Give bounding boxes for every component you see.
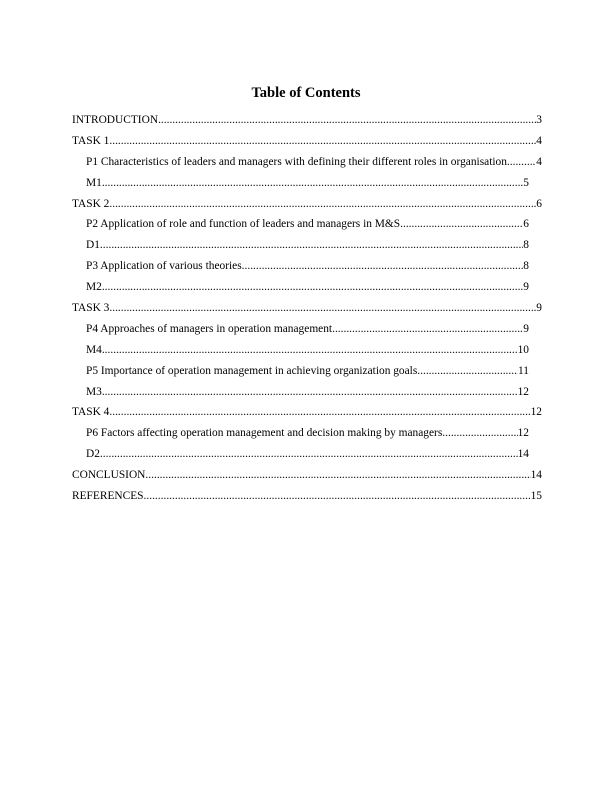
toc-entry-text: TASK 4 — [72, 406, 110, 419]
toc-entry-text: M2 — [86, 281, 102, 294]
toc-leader-dots — [109, 134, 536, 148]
toc-entry-introduction[interactable] — [72, 113, 542, 134]
toc-entry-page: 9 — [523, 281, 529, 294]
toc-entry-references[interactable] — [72, 489, 542, 510]
toc-entry-d1[interactable] — [72, 238, 529, 259]
toc-entry-text: M4 — [86, 343, 102, 356]
toc-leader-dots — [109, 301, 536, 315]
toc-leader-dots — [102, 176, 523, 190]
toc-entry-text: TASK 2 — [72, 197, 110, 210]
toc-entry-text: D1 — [86, 239, 100, 252]
toc-leader-dots — [102, 385, 518, 399]
toc-leader-dots — [158, 113, 536, 127]
toc-entry-m3[interactable] — [72, 385, 529, 406]
toc-entry-text: M1 — [86, 176, 102, 189]
toc-entry-page: 4 — [536, 134, 542, 147]
toc-entry-m4[interactable] — [72, 343, 529, 364]
toc-entry-text: TASK 1 — [72, 134, 110, 147]
toc-entry-conclusion[interactable] — [72, 468, 542, 489]
toc-entry-page: 9 — [536, 302, 542, 315]
toc-entry-page: 10 — [517, 343, 529, 356]
toc-entry-page: 12 — [530, 406, 542, 419]
toc-leader-dots — [442, 426, 517, 440]
toc-entry-text: CONCLUSION — [72, 469, 146, 482]
toc-entry-text: P1 Characteristics of leaders and managers with defining their different roles in organisation. — [86, 155, 510, 168]
toc-entry-p6[interactable] — [72, 426, 529, 447]
toc-leader-dots — [145, 468, 530, 482]
toc-entry-text: P4 Approaches of managers in operation management. — [86, 322, 335, 335]
toc-leader-dots — [417, 364, 518, 378]
toc-entry-task-4[interactable] — [72, 405, 542, 426]
toc-leader-dots — [100, 238, 523, 252]
toc-leader-dots — [102, 343, 518, 357]
toc-list — [72, 113, 542, 510]
toc-entry-p3[interactable] — [72, 259, 529, 280]
toc-entry-page: 11 — [518, 364, 529, 377]
toc-leader-dots — [335, 322, 523, 336]
toc-entry-p5[interactable] — [72, 364, 529, 385]
toc-entry-m2[interactable] — [72, 280, 529, 301]
toc-entry-page: 3 — [536, 114, 542, 126]
toc-entry-page: 14 — [517, 448, 529, 461]
toc-entry-text: INTRODUCTION — [72, 114, 159, 126]
toc-entry-page: 12 — [517, 385, 529, 398]
toc-entry-page: 4 — [536, 155, 542, 168]
toc-entry-p2[interactable] — [72, 217, 529, 238]
toc-entry-text: P6 Factors affecting operation management and decision making by managers — [86, 427, 443, 440]
toc-entry-page: 12 — [517, 427, 529, 440]
toc-leader-dots — [100, 447, 518, 461]
toc-entry-page: 5 — [523, 176, 529, 189]
toc-leader-dots — [102, 280, 523, 294]
toc-entry-task-2[interactable] — [72, 197, 542, 218]
toc-leader-dots — [144, 489, 531, 503]
toc-leader-dots — [510, 155, 537, 169]
toc-entry-text: P2 Application of role and function of leaders and managers in M&S — [86, 218, 401, 231]
toc-entry-text: D2 — [86, 448, 100, 461]
toc-entry-d2[interactable] — [72, 447, 529, 468]
toc-entry-p1[interactable] — [72, 155, 542, 176]
toc-title: Table of Contents — [251, 85, 361, 101]
toc-entry-page: 9 — [523, 322, 529, 335]
toc-entry-text: REFERENCES — [72, 490, 144, 503]
toc-entry-m1[interactable] — [72, 176, 529, 197]
toc-entry-page: 6 — [523, 218, 529, 231]
toc-entry-page: 8 — [523, 239, 529, 252]
toc-entry-text: P3 Application of various theories — [86, 260, 242, 273]
toc-leader-dots — [242, 259, 524, 273]
toc-leader-dots — [109, 405, 530, 419]
toc-entry-task-1[interactable] — [72, 134, 542, 155]
toc-leader-dots — [109, 197, 536, 211]
toc-leader-dots — [400, 217, 523, 231]
toc-entry-p4[interactable] — [72, 322, 529, 343]
toc-entry-text: P5 Importance of operation management in achieving organization goals — [86, 364, 418, 377]
toc-entry-text: TASK 3 — [72, 302, 110, 315]
toc-entry-task-3[interactable] — [72, 301, 542, 322]
toc-entry-page: 15 — [530, 490, 542, 503]
toc-entry-page: 8 — [523, 260, 529, 273]
toc-entry-text: M3 — [86, 385, 102, 398]
toc-entry-page: 6 — [536, 197, 542, 210]
toc-entry-page: 14 — [530, 469, 542, 482]
